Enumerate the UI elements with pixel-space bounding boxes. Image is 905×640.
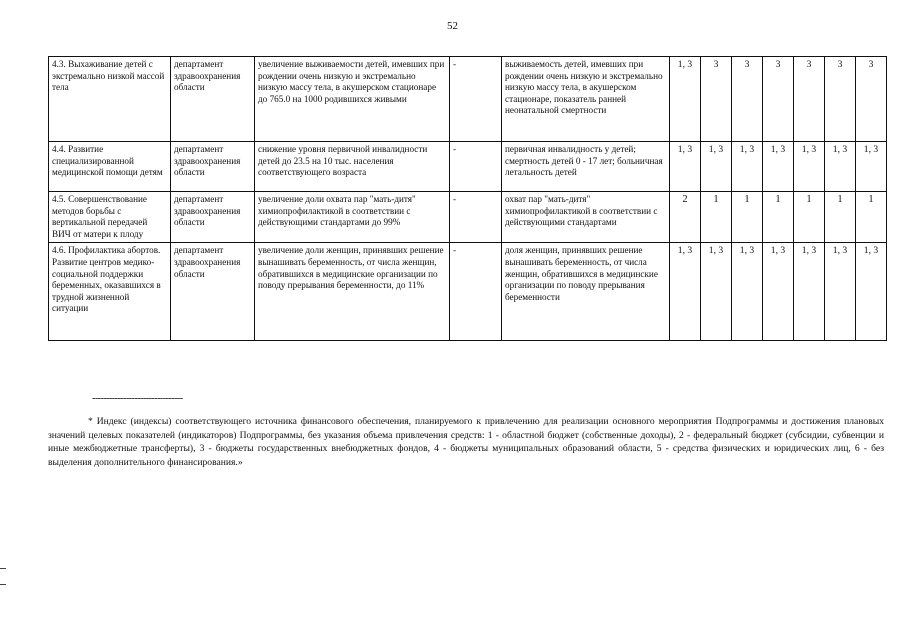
event-cell: 4.4. Развитие специализированной медицинской помощи детям: [49, 142, 171, 192]
funding-source-cell: 3: [763, 57, 794, 142]
funding-source-cell: 1: [794, 192, 825, 243]
funding-source-cell: 2: [670, 192, 701, 243]
result-cell: снижение уровня первичной инвалидности детей до 23.5 на 10 тыс. населения соответствующего возраста: [255, 142, 450, 192]
funding-source-cell: 3: [794, 57, 825, 142]
funding-source-cell: 1, 3: [825, 243, 856, 341]
result-cell: увеличение доли женщин, принявших решение вынашивать беременность, от числа женщин, обратившихся в медицинские организации по поводу прерывания беременности, до 11%: [255, 243, 450, 341]
funding-source-cell: 1, 3: [732, 142, 763, 192]
event-cell: 4.5. Совершенствование методов борьбы с вертикальной передачей ВИЧ от матери к плоду: [49, 192, 171, 243]
funding-source-cell: 1, 3: [794, 243, 825, 341]
indicator-cell: охват пар "мать-дитя" химиопрофилактикой в соответствии с действующими стандартами: [502, 192, 670, 243]
executor-cell: департамент здравоохранения области: [171, 142, 255, 192]
link-cell: -: [450, 192, 502, 243]
funding-source-cell: 1: [825, 192, 856, 243]
funding-source-cell: 3: [825, 57, 856, 142]
funding-source-cell: 1, 3: [794, 142, 825, 192]
funding-source-cell: 3: [732, 57, 763, 142]
page-number: 52: [447, 20, 458, 32]
footnote-text: * Индекс (индексы) соответствующего источника финансового обеспечения, планируемого к привлечению для реализации основного мероприятия Подпрограммы и достижения плановых значений целевых показателей (индикаторов) Подпрограммы, без указания объема привлечения средств: 1 - областной бюджет (собственные доходы), 2 - федеральный бюджет (субсидии, субвенции и иные межбюджетные трансферты), 3 - бюджеты государственных внебюджетных фондов, 4 - бюджеты муниципальных образований области, 5 - средства физических и юридических лиц, 6 - без выделения дополнительного финансирования.»: [48, 416, 884, 468]
measures-table: [48, 56, 887, 341]
funding-source-cell: 1, 3: [732, 243, 763, 341]
event-cell: 4.3. Выхаживание детей с экстремально низкой массой тела: [49, 57, 171, 142]
scan-edge-mark: [0, 584, 6, 585]
link-cell: -: [450, 142, 502, 192]
funding-source-cell: 1, 3: [670, 243, 701, 341]
funding-source-cell: 1, 3: [825, 142, 856, 192]
result-cell: увеличение доли охвата пар "мать-дитя" химиопрофилактикой в соответствии с действующими стандартами до 99%: [255, 192, 450, 243]
indicator-cell: выживаемость детей, имевших при рождении очень низкую и экстремально низкую массу тела, в акушерском стационаре, показатель ранней неонатальной смертности: [502, 57, 670, 142]
funding-source-cell: 1: [856, 192, 887, 243]
table-row: [49, 142, 887, 192]
executor-cell: департамент здравоохранения области: [171, 57, 255, 142]
event-cell: 4.6. Профилактика абортов. Развитие центров медико-социальной поддержки беременных, оказавшихся в трудной жизненной ситуации: [49, 243, 171, 341]
funding-source-cell: 1, 3: [670, 142, 701, 192]
funding-source-cell: 1, 3: [856, 243, 887, 341]
funding-source-cell: 1: [732, 192, 763, 243]
funding-source-cell: 1, 3: [763, 243, 794, 341]
link-cell: -: [450, 57, 502, 142]
funding-source-cell: 1, 3: [856, 142, 887, 192]
funding-source-cell: 1: [763, 192, 794, 243]
indicator-cell: доля женщин, принявших решение вынашивать беременность, от числа женщин, обратившихся в медицинские организации по поводу прерывания беременности: [502, 243, 670, 341]
funding-source-cell: 1, 3: [670, 57, 701, 142]
table-row: [49, 243, 887, 341]
funding-source-cell: 1, 3: [701, 243, 732, 341]
funding-source-cell: 3: [856, 57, 887, 142]
funding-source-cell: 1, 3: [763, 142, 794, 192]
funding-source-cell: 1: [701, 192, 732, 243]
scan-edge-mark: [0, 568, 6, 569]
funding-source-cell: 1, 3: [701, 142, 732, 192]
link-cell: -: [450, 243, 502, 341]
table-row: [49, 57, 887, 142]
result-cell: увеличение выживаемости детей, имевших при рождении очень низкую и экстремально низкую массу тела, в акушерском стационаре до 765.0 на 1000 родившихся живыми: [255, 57, 450, 142]
executor-cell: департамент здравоохранения области: [171, 192, 255, 243]
executor-cell: департамент здравоохранения области: [171, 243, 255, 341]
indicator-cell: первичная инвалидность у детей; смертность детей 0 - 17 лет; больничная летальность детей: [502, 142, 670, 192]
table-row: [49, 192, 887, 243]
footnote-separator: --------------------------------: [92, 393, 183, 404]
funding-source-cell: 3: [701, 57, 732, 142]
